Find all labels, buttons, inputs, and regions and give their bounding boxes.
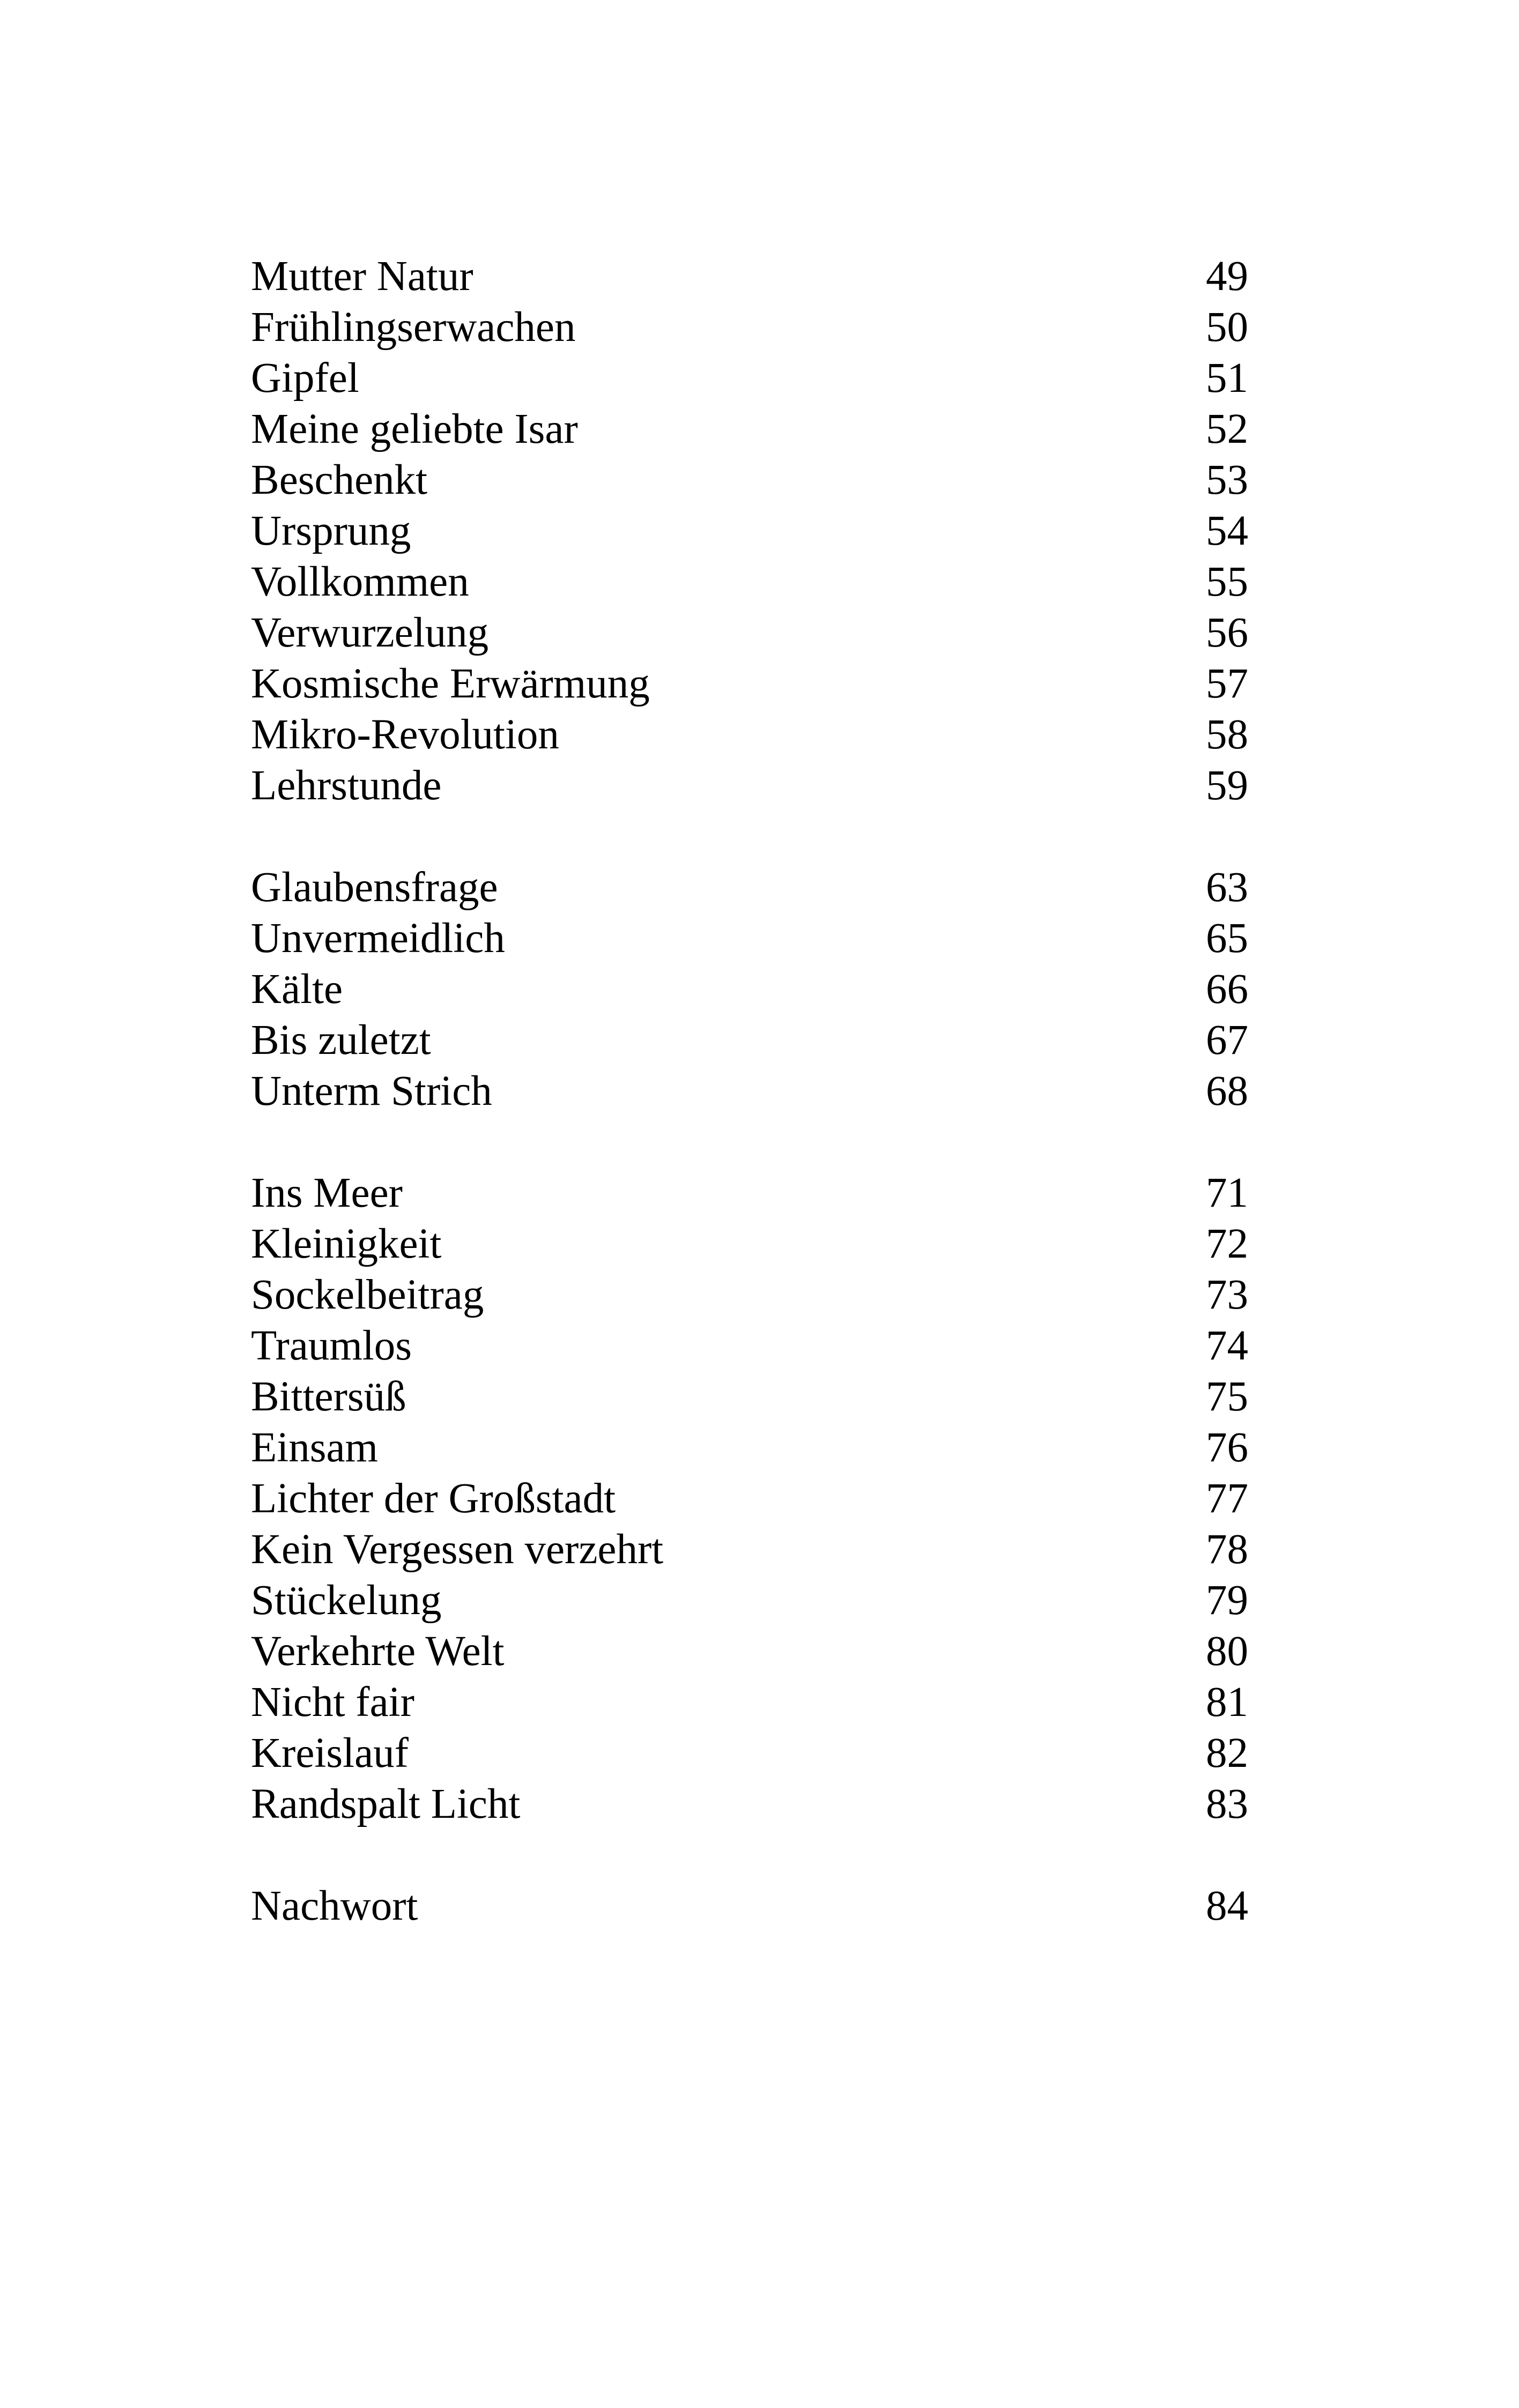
toc-entry-title: Unterm Strich [251, 1068, 492, 1114]
toc-entry [251, 353, 1248, 404]
toc-entry-page-number: 58 [1206, 711, 1248, 758]
toc-entry-title: Kälte [251, 966, 343, 1013]
toc-section [251, 1881, 1248, 1931]
toc-entry [251, 506, 1248, 556]
toc-entry [251, 556, 1248, 607]
toc-entry [251, 607, 1248, 658]
toc-entry-title: Vollkommen [251, 559, 469, 605]
toc-entry-page-number: 51 [1206, 355, 1248, 402]
toc-entry [251, 455, 1248, 506]
toc-entry [251, 913, 1248, 964]
toc-entry-title: Sockelbeitrag [251, 1272, 484, 1318]
toc-entry [251, 302, 1248, 353]
toc-entry-title: Meine geliebte Isar [251, 406, 578, 452]
toc-entry-page-number: 73 [1206, 1272, 1248, 1318]
toc-entry-title: Verkehrte Welt [251, 1628, 505, 1675]
toc-entry [251, 658, 1248, 709]
toc-entry [251, 1168, 1248, 1218]
toc-entry-title: Kleinigkeit [251, 1221, 442, 1267]
toc-entry-page-number: 53 [1206, 457, 1248, 503]
toc-entry-page-number: 82 [1206, 1730, 1248, 1777]
toc-entry-page-number: 76 [1206, 1424, 1248, 1471]
toc-entry-title: Einsam [251, 1424, 378, 1471]
toc-entry-title: Unvermeidlich [251, 915, 505, 962]
toc-entry-title: Nicht fair [251, 1679, 414, 1726]
toc-entry [251, 1015, 1248, 1066]
toc-entry [251, 1575, 1248, 1626]
toc-entry [251, 1881, 1248, 1931]
toc-entry-page-number: 71 [1206, 1170, 1248, 1216]
toc-section [251, 1168, 1248, 1830]
toc-entry-page-number: 84 [1206, 1883, 1248, 1929]
toc-entry-title: Stückelung [251, 1577, 442, 1624]
toc-section [251, 862, 1248, 1117]
toc-entry-page-number: 66 [1206, 966, 1248, 1013]
toc-entry-title: Lichter der Großstadt [251, 1475, 616, 1522]
toc-entry-page-number: 77 [1206, 1475, 1248, 1522]
toc-entry-page-number: 52 [1206, 406, 1248, 452]
toc-entry-page-number: 63 [1206, 864, 1248, 911]
toc-entry-title: Ursprung [251, 508, 411, 554]
toc-entry-title: Bittersüß [251, 1373, 406, 1420]
toc-entry-title: Beschenkt [251, 457, 428, 503]
toc-entry-page-number: 81 [1206, 1679, 1248, 1726]
toc-entry [251, 251, 1248, 302]
toc-entry-title: Mutter Natur [251, 253, 473, 300]
toc-entry-title: Kosmische Erwärmung [251, 660, 650, 707]
toc-entry-title: Bis zuletzt [251, 1017, 431, 1064]
toc-entry [251, 1779, 1248, 1830]
toc-entry [251, 1269, 1248, 1320]
toc-entry-page-number: 65 [1206, 915, 1248, 962]
toc-entry-title: Ins Meer [251, 1170, 403, 1216]
toc-entry-page-number: 59 [1206, 762, 1248, 809]
toc-entry-page-number: 72 [1206, 1221, 1248, 1267]
toc-entry-page-number: 49 [1206, 253, 1248, 300]
toc-entry-page-number: 67 [1206, 1017, 1248, 1064]
toc-entry [251, 1320, 1248, 1371]
toc-entry-title: Nachwort [251, 1883, 418, 1929]
toc-entry-title: Lehrstunde [251, 762, 442, 809]
table-of-contents [251, 251, 1248, 1982]
toc-entry-title: Mikro-Revolution [251, 711, 559, 758]
toc-entry-title: Kreislauf [251, 1730, 409, 1777]
toc-entry-title: Glaubensfrage [251, 864, 498, 911]
toc-entry [251, 964, 1248, 1015]
toc-section [251, 251, 1248, 811]
toc-entry-title: Frühlingserwachen [251, 304, 576, 351]
toc-entry-page-number: 68 [1206, 1068, 1248, 1114]
toc-entry [251, 1677, 1248, 1728]
toc-entry [251, 1524, 1248, 1575]
toc-entry-title: Randspalt Licht [251, 1781, 521, 1827]
toc-entry [251, 404, 1248, 455]
toc-entry-title: Verwurzelung [251, 610, 489, 656]
toc-entry-page-number: 79 [1206, 1577, 1248, 1624]
toc-entry [251, 1066, 1248, 1117]
toc-entry [251, 760, 1248, 811]
toc-entry-page-number: 55 [1206, 559, 1248, 605]
toc-entry-page-number: 75 [1206, 1373, 1248, 1420]
toc-entry [251, 1218, 1248, 1269]
toc-entry-page-number: 56 [1206, 610, 1248, 656]
toc-entry-page-number: 80 [1206, 1628, 1248, 1675]
toc-entry-page-number: 54 [1206, 508, 1248, 554]
toc-entry-page-number: 83 [1206, 1781, 1248, 1827]
toc-entry-title: Gipfel [251, 355, 359, 402]
toc-entry-page-number: 57 [1206, 660, 1248, 707]
toc-entry-title: Kein Vergessen verzehrt [251, 1526, 664, 1573]
toc-entry [251, 1473, 1248, 1524]
toc-entry [251, 1422, 1248, 1473]
toc-entry [251, 709, 1248, 760]
toc-entry-page-number: 74 [1206, 1322, 1248, 1369]
toc-entry [251, 1728, 1248, 1779]
toc-entry [251, 1371, 1248, 1422]
toc-entry-title: Traumlos [251, 1322, 412, 1369]
toc-entry-page-number: 78 [1206, 1526, 1248, 1573]
toc-entry [251, 1626, 1248, 1677]
toc-entry-page-number: 50 [1206, 304, 1248, 351]
toc-entry [251, 862, 1248, 913]
